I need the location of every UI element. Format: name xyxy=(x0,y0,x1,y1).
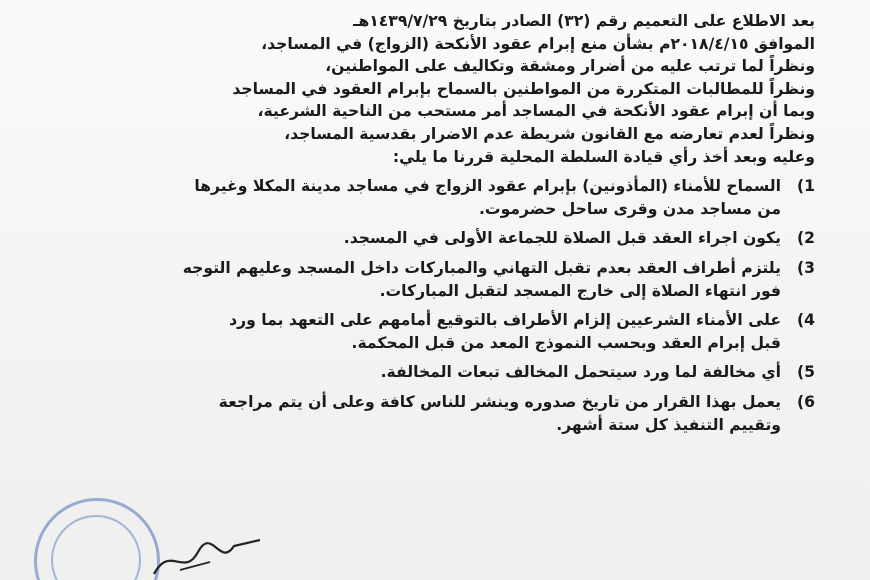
preamble-line: ونظراً لعدم تعارضه مع القانون شريطة عدم الاضرار بقدسية المساجد، xyxy=(284,124,815,143)
seal-inner-ring xyxy=(51,515,141,580)
item-line: يعمل بهذا القرار من تاريخ صدوره وينشر للناس كافة وعلى أن يتم مراجعة xyxy=(218,392,781,411)
item-number: 4) xyxy=(797,311,815,330)
preamble-line: وبما أن إبرام عقود الأنكحة في المساجد أمر مستحب من الناحية الشرعية، xyxy=(257,102,815,121)
preamble-line: ونظراً لما ترتب عليه من أضرار ومشقة وتكاليف على المواطنين، xyxy=(325,57,815,76)
preamble-line: ونظراً للمطالبات المتكررة من المواطنين بالسماح بإبرام العقود في المساجد xyxy=(232,79,815,98)
item-number: 2) xyxy=(797,229,815,248)
decision-item-1 xyxy=(15,175,815,220)
item-line: فور انتهاء الصلاة إلى خارج المسجد لتقبل المباركات. xyxy=(379,281,781,300)
item-line: على الأمناء الشرعيين إلزام الأطراف بالتوقيع أمامهم على التعهد بما ورد xyxy=(229,311,781,330)
decree-text xyxy=(15,10,815,436)
preamble-line: بعد الاطلاع على التعميم رقم (٣٢) الصادر بتاريخ ١٤٣٩/٧/٢٩هـ xyxy=(353,12,815,30)
item-line: السماح للأمناء (المأذونين) بإبرام عقود الزواج في مساجد مدينة المكلا وغيرها xyxy=(194,177,781,196)
item-line: يكون اجراء العقد قبل الصلاة للجماعة الأولى في المسجد. xyxy=(343,229,781,248)
decision-item-2 xyxy=(15,227,815,250)
preamble-line: وعليه وبعد أخذ رأي قيادة السلطة المحلية قررنا ما يلي: xyxy=(392,147,815,166)
item-number: 1) xyxy=(797,177,815,196)
item-line: من مساجد مدن وقرى ساحل حضرموت. xyxy=(479,199,781,218)
item-line: يلتزم أطراف العقد بعدم تقبل التهاني والمباركات داخل المسجد وعليهم التوجه xyxy=(182,258,781,277)
decision-item-5 xyxy=(15,361,815,384)
signature-mark xyxy=(150,534,270,580)
item-line: وتقييم التنفيذ كل ستة أشهر. xyxy=(556,415,781,434)
decision-item-6 xyxy=(15,391,815,436)
preamble xyxy=(15,10,815,168)
item-line: قبل إبرام العقد وبحسب النموذج المعد من قبل المحكمة. xyxy=(351,333,781,352)
item-line: أي مخالفة لما ورد سيتحمل المخالف تبعات المخالفة. xyxy=(380,363,781,382)
decision-item-4 xyxy=(15,309,815,354)
item-number: 3) xyxy=(797,258,815,277)
item-number: 5) xyxy=(797,363,815,382)
decision-item-3 xyxy=(15,257,815,302)
item-number: 6) xyxy=(797,392,815,411)
preamble-line: الموافق ٢٠١٨/٤/١٥م بشأن منع إبرام عقود الأنكحة (الزواج) في المساجد، xyxy=(261,34,815,53)
